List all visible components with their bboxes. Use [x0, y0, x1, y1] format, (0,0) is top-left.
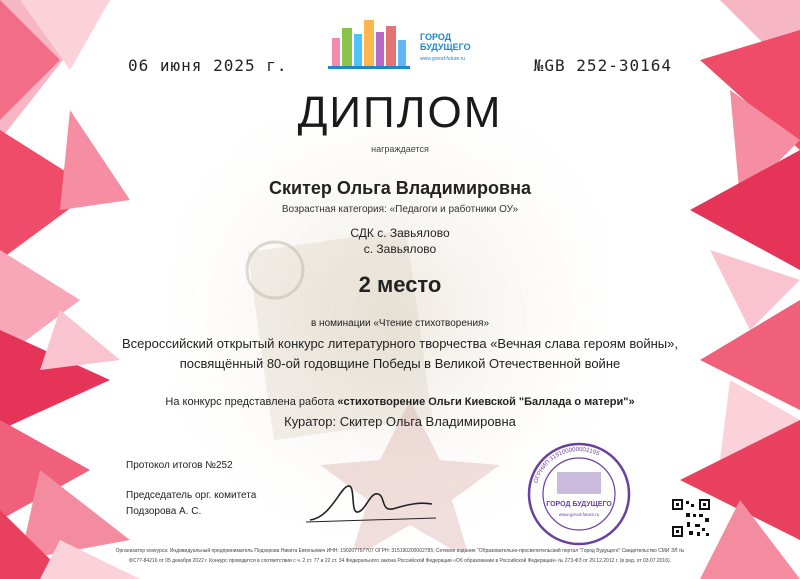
submitted-work: На конкурс представлена работа «стихотворение Ольги Киевской "Баллада о матери"»	[165, 396, 635, 408]
issue-date: 06 июня 2025 г.	[128, 56, 288, 75]
award-place: 2 место	[358, 272, 442, 297]
contest-name-line1: Всероссийский открытый конкурс литературного творчества «Вечная слава героям войны»,	[121, 336, 678, 351]
signature	[300, 478, 440, 528]
curator: Куратор: Скитер Ольга Владимировна	[284, 414, 516, 429]
nomination: в номинации «Чтение стихотворения»	[310, 318, 490, 329]
contest-name-line2: посвящённый 80-ой годовщине Победы в Великой Отечественной войне	[179, 356, 621, 371]
qr-code[interactable]	[671, 498, 711, 538]
svg-text:www.gorod-future.ru: www.gorod-future.ru	[558, 512, 600, 517]
footer-legal-line1: Организатор конкурса: Индивидуальный предприниматель Подзорова Никита Евгеньевич ИНН: 190207757707 ОГРН: 315190200002785; Сетевое издание "Образовательно-просветительский портал "Город Будущего" Свидетельство СМИ ЭЛ №	[115, 548, 685, 554]
age-category: Возрастная категория: «Педагоги и работники ОУ»	[281, 204, 519, 215]
svg-text:ГОРОД БУДУЩЕГО: ГОРОД БУДУЩЕГО	[546, 501, 612, 508]
organization-location: с. Завьялово	[363, 242, 437, 256]
diploma-title: ДИПЛОМ	[297, 88, 503, 137]
chair-name: Подзорова А. С.	[126, 506, 202, 517]
logo-title: ГОРОД БУДУЩЕГО	[420, 32, 471, 52]
protocol-number: Протокол итогов №252	[126, 460, 233, 471]
footer-legal-line2: ФС77-84216 от 05 декабря 2022 г. Конкурс проводится в соответствии с ч. 2 ст. 77 и 22 ст. 34 Федерального закона Российской Федерации «Об образовании в Российской Федерации» № 273-ФЗ от 29.12.2012 г. (в ред. от 03.07.2016).	[128, 558, 672, 564]
official-stamp	[527, 442, 631, 546]
diploma-number: №GB 252-30164	[533, 56, 672, 75]
organization-name: СДК с. Завьялово	[350, 226, 450, 240]
svg-text:ОГРНИП 319100000002195: ОГРНИП 319100000002195	[533, 446, 601, 484]
work-title: «стихотворение Ольги Киевской "Баллада о матери"»	[337, 396, 635, 408]
awarded-label: награждается	[371, 144, 429, 154]
logo-url: www.gorod-future.ru	[420, 56, 466, 62]
recipient-name: Скитер Ольга Владимировна	[269, 178, 531, 198]
chair-title: Председатель орг. комитета	[126, 490, 257, 501]
